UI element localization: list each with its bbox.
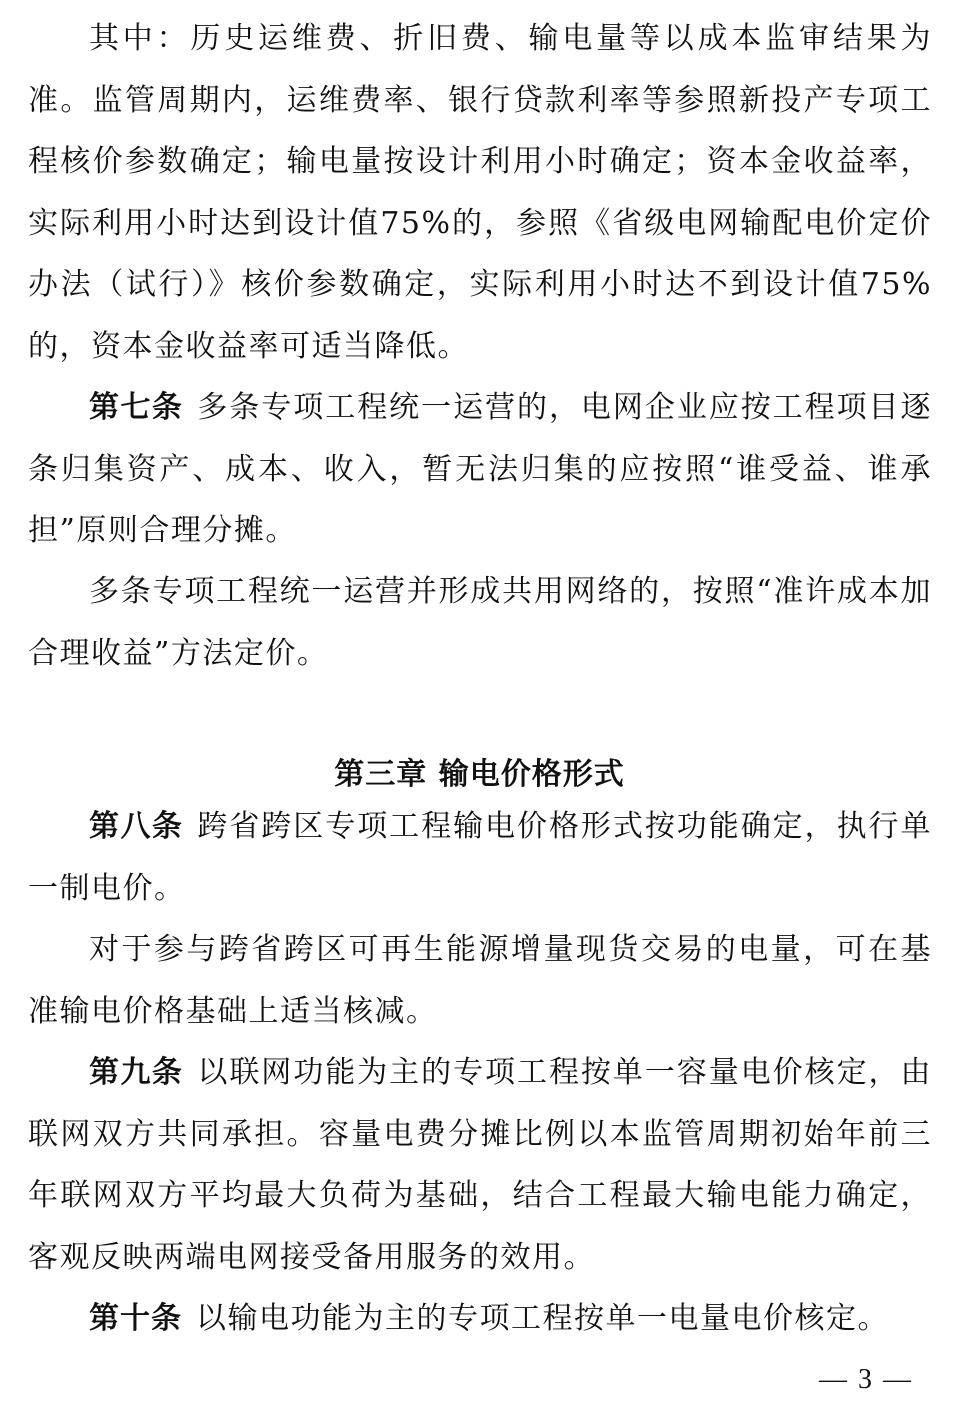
article-9-label: 第九条: [89, 1055, 184, 1090]
article-7-label: 第七条: [89, 390, 184, 425]
article-8-label: 第八条: [89, 809, 184, 844]
paragraph-article-8: [28, 796, 932, 919]
page-number: — 3 —: [819, 1364, 913, 1395]
chapter-heading: 第三章 输电价格形式: [334, 757, 625, 792]
article-8-text: 跨省跨区专项工程输电价格形式按功能确定，执行单一制电价。: [28, 809, 933, 906]
paragraph-article-10: [28, 1288, 932, 1350]
article-10-label: 第十条: [89, 1301, 182, 1336]
article-10-text: 以输电功能为主的专项工程按单一电量电价核定。: [196, 1301, 889, 1336]
paragraph-article-9: [28, 1042, 932, 1288]
article-7-text: 多条专项工程统一运营的，电网企业应按工程项目逐条归集资产、成本、收入，暂无法归集的应按照“谁受益、谁承担”原则合理分摊。: [28, 390, 933, 548]
paragraph-cost-basis: 其中：历史运维费、折旧费、输电量等以成本监审结果为准。监管周期内，运维费率、银行贷款利率等参照新投产专项工程核价参数确定；输电量按设计利用小时确定；资本金收益率，实际利用小时达到设计值75%的，参照《省级电网输配电价定价办法（试行）》核价参数确定，实际利用小时达不到设计值75%的，资本金收益率可适当降低。: [28, 21, 932, 364]
paragraph-article-7: [28, 377, 932, 562]
article-9-text: 以联网功能为主的专项工程按单一容量电价核定，由联网双方共同承担。容量电费分摊比例以本监管周期初始年前三年联网双方平均最大负荷为基础，结合工程最大输电能力确定，客观反映两端电网接受备用服务的效用。: [28, 1055, 933, 1275]
paragraph-shared-network: 多条专项工程统一运营并形成共用网络的，按照“准许成本加合理收益”方法定价。: [28, 574, 932, 671]
paragraph-renewable-spot: 对于参与跨省跨区可再生能源增量现货交易的电量，可在基准输电价格基础上适当核减。: [28, 932, 932, 1029]
